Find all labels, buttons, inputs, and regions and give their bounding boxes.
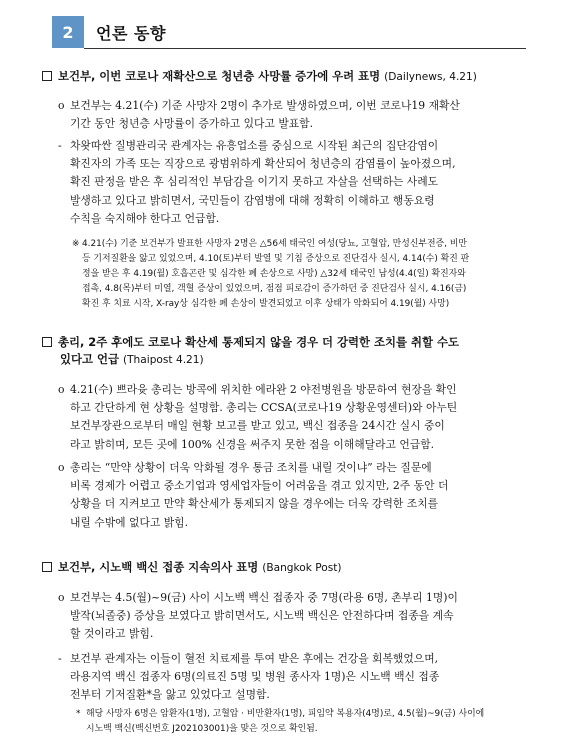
text-line: 보건부는 4.5(월)~9(금) 사이 시노백 백신 접종자 중 7명(라용 6명, 촌부리 1명)이 xyxy=(70,591,458,604)
news-heading-source: (Dailynews, 4.21) xyxy=(384,71,477,83)
text-line: 전부터 기저질환*을 앓고 있었다고 설명함. xyxy=(70,688,270,702)
news-heading-2 xyxy=(42,334,532,369)
note-line: 접촉, 4.8(목)부터 미열, 객혈 증상이 있었으며, 점점 피로감이 증가하던 중 진단검사 실시, 4.16(금) xyxy=(82,283,467,294)
text-line: 발생하고 있다고 밝히면서, 국민들이 감염병에 대해 정확히 이해하고 행동요령 xyxy=(70,193,435,207)
text-line: 확진 판정을 받은 후 심리적인 부담감을 이기지 못하고 자살을 선택하는 사례도 xyxy=(70,175,439,189)
section-rule xyxy=(84,48,526,49)
note-line: 확진 후 치료 시작, X-ray상 심각한 폐 손상이 발견되었고 이후 상태가 악화되어 4.19(월) 사망) xyxy=(82,298,450,309)
paragraph xyxy=(58,137,528,228)
text-line: 하고 간단하게 현 상황을 설명함. 총리는 CCSA(코로나19 상황운영센터)와 아누틴 xyxy=(70,401,458,415)
bullet-marker: o xyxy=(58,99,65,112)
checkbox-square-icon xyxy=(42,562,52,572)
note-line: 4.21(수) 기준 보건부가 발표한 사망자 2명은 △56세 태국인 여성(당뇨, 고혈압, 만성신부전증, 비만 xyxy=(82,239,467,249)
news-heading-source: (Bangkok Post) xyxy=(262,562,342,574)
section-number: 2 xyxy=(52,16,84,48)
text-line: 보건부 관계자는 이들이 혈전 치료제를 투여 받은 후에는 건강을 회복했었으며, xyxy=(70,652,439,665)
note-line: 등 기저질환을 앓고 있었으며, 4.10(토)부터 발열 및 기침 증상으로 진단검사 실시, 4.14(수) 확진 판 xyxy=(82,253,470,264)
news-heading-1 xyxy=(42,68,532,86)
note-line: 시노백 백신(백신번호 J202103001)을 맞은 것으로 확인됨. xyxy=(86,723,318,734)
note-marker: ※ xyxy=(72,239,80,249)
dash-marker: - xyxy=(58,652,62,665)
text-line: 보건부장관으로부터 매일 현황 보고를 받고 있고, 백신 접종을 24시간 실시 중이 xyxy=(70,419,445,433)
note-line: 해당 사망자 6명은 암환자(1명), 고혈압 · 비만환자(1명), 피임약 복용자(4명)로, 4.5(월)~9(금) 사이에 xyxy=(86,709,485,719)
text-line: 할 것이라고 밝힘. xyxy=(70,627,154,641)
news-heading-title: 보건부, 시노백 백신 접종 지속의사 표명 xyxy=(58,560,259,574)
text-line: 라고 밝히며, 모든 곳에 100% 신경을 써주지 못한 점을 이해해달라고 언급함. xyxy=(70,437,435,451)
text-line: 상황을 더 지켜보고 만약 확산세가 통제되지 않을 경우에는 더욱 강력한 조치를 xyxy=(70,497,439,511)
text-line: 발작(뇌졸중) 증상을 보였다고 밝히면서도, 시노백 백신은 안전하다며 접종을 계속 xyxy=(70,609,454,623)
text-line: 라용지역 백신 접종자 6명(의료진 5명 및 병원 종사자 1명)은 시노백 백신 접종 xyxy=(70,670,440,684)
paragraph xyxy=(58,459,528,532)
paragraph xyxy=(58,97,528,133)
text-line: 비록 경제가 어렵고 중소기업과 영세업자들이 어려움을 겪고 있지만, 2주 동안 더 xyxy=(70,479,449,493)
text-line: 차왓따싼 질병관리국 관계자는 유흥업소를 중심으로 시작된 최근의 집단감염이 xyxy=(70,139,439,152)
text-line: 수칙을 숙지해야 한다고 언급함. xyxy=(70,211,220,225)
paragraph xyxy=(58,650,528,705)
text-line: 4.21(수) 쁘라윳 총리는 방콕에 위치한 에라완 2 야전병원을 방문하여 현장을 확인 xyxy=(70,383,457,396)
news-heading-source: (Thaipost 4.21) xyxy=(122,354,204,366)
checkbox-square-icon xyxy=(42,337,52,347)
text-line: 내릴 수밖에 없다고 밝힘. xyxy=(70,515,189,529)
paragraph xyxy=(58,589,528,644)
footnote xyxy=(72,237,528,312)
news-heading-title: 총리, 2주 후에도 코로나 확산세 통제되지 않을 경우 더 강력한 조치를 취할 수도 xyxy=(58,335,459,349)
section-header xyxy=(52,16,526,50)
paragraph xyxy=(58,381,528,454)
checkbox-square-icon xyxy=(42,71,52,81)
text-line: 기간 동안 청년층 사망률이 증가하고 있다고 발표함. xyxy=(70,117,314,131)
text-line: 총리는 “만약 상황이 더욱 악화될 경우 통금 조치를 내릴 것이냐” 라는 질문에 xyxy=(70,461,432,474)
footnote xyxy=(76,707,528,737)
note-marker: * xyxy=(76,709,81,719)
bullet-marker: o xyxy=(58,461,65,474)
news-heading-title: 보건부, 이번 코로나 재확산으로 청년층 사망률 증가에 우려 표명 xyxy=(58,69,381,83)
bullet-marker: o xyxy=(58,383,65,396)
news-heading-3 xyxy=(42,559,532,577)
news-heading-title-cont: 있다고 언급 xyxy=(60,352,119,366)
dash-marker: - xyxy=(58,139,62,152)
note-line: 정을 받은 후 4.19(월) 호흡곤란 및 심각한 폐 손상으로 사망) △32세 태국인 남성(4.4(일) 확진자와 xyxy=(82,268,466,279)
text-line: 보건부는 4.21(수) 기준 사망자 2명이 추가로 발생하였으며, 이번 코로나19 재확산 xyxy=(70,99,460,112)
bullet-marker: o xyxy=(58,591,65,604)
text-line: 확진자의 가족 또는 직장으로 광범위하게 확산되어 청년층의 감염률이 높아졌으며, xyxy=(70,157,456,171)
section-title: 언론 동향 xyxy=(96,24,166,43)
